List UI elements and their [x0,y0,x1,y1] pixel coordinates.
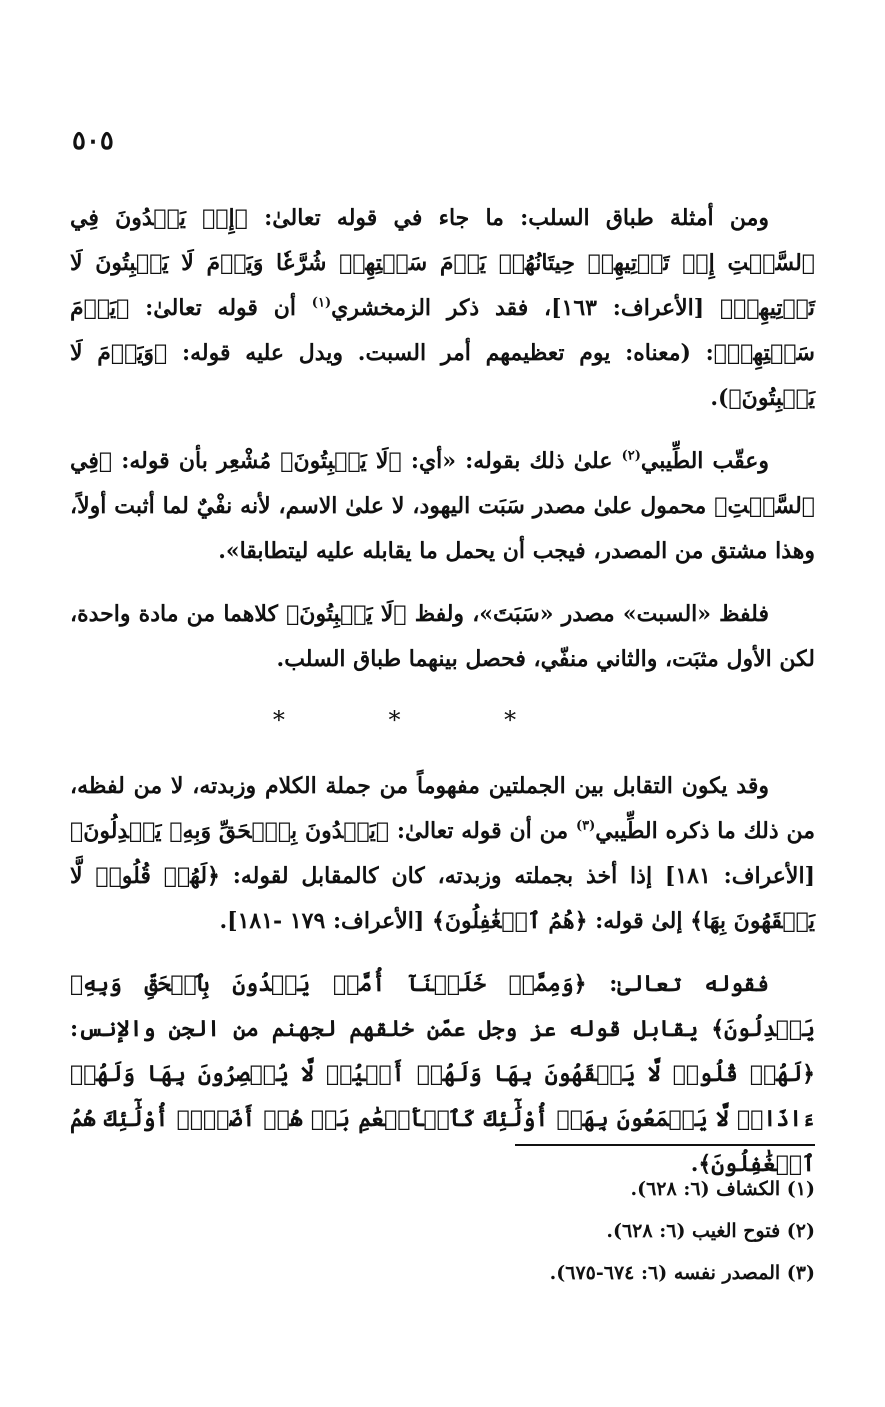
quran-verse: ﴿إِذۡ يَعۡدُونَ فِي ٱلسَّبۡتِ إِذۡ تَأۡتِيهِمۡ حِيتَانُهُمۡ يَوۡمَ سَبۡتِهِمۡ شُرَّعٗا وَيَوۡمَ لَا يَسۡبِتُونَ لَا تَأۡتِيهِمۡ﴾ [70,205,815,321]
text-segment: كلاهما من مادة واحدة، لكن الأول مثبَت، والثاني منفّي، فحصل بينهما طباق السلب. [70,601,815,672]
paragraph [70,764,815,944]
text-segment: علىٰ ذلك بقوله: «أي: [401,448,622,474]
text-segment: : (معناه: يوم تعظيمهم أمر السبت. ويدل عليه قوله: [167,340,714,366]
text-segment: محمول علىٰ مصدر سَبَت اليهود، لا علىٰ الاسم، لأنه نفْيٌ لما أثبت أولاً، وهذا مشتق من المصدر، فيجب أن يحمل ما يقابله عليه ليتطابقا». [70,493,815,564]
text-segment: من أن قوله تعالىٰ: [389,818,576,844]
quran-verse: ﴿لَهُمۡ قُلُوبٞ لَّا يَفۡقَهُونَ بِهَا﴾ [70,863,815,934]
text-segment: [الأعراف: ١٦٣]، فقد ذكر الزمخشري [331,295,720,321]
text-segment: فقوله تعالىٰ: [586,971,769,997]
quran-verse: ﴿فِي ٱلسَّبۡتِ﴾ [70,448,815,519]
text-segment: إلىٰ قوله: [587,908,691,934]
paragraph [70,439,815,574]
quran-verse: ﴿لَا يَسۡبِتُونَ﴾ [280,448,402,474]
quran-verse: ﴿هُمُ ٱلۡغَٰفِلُونَ﴾ [431,908,588,934]
text-segment: يقابل قوله عز وجل عمّن خلقهم لجهنم من الجن والإنس: [70,1016,712,1042]
quran-verse: ﴿وَمِمَّنۡ خَلَقۡنَآ أُمَّةٞ يَهۡدُونَ بِٱلۡحَقِّ وَبِهِۦ يَعۡدِلُونَ﴾ [70,971,815,1042]
footnote-marker: (١) [311,295,332,311]
footnote-marker: (٢) [621,448,641,464]
paragraph [70,592,815,682]
paragraph [70,962,815,1187]
quran-verse: ﴿وَيَوۡمَ لَا يَسۡبِتُونَ﴾ [70,340,815,411]
quran-verse: ﴿لَهُمۡ قُلُوبٞ لَّا يَفۡقَهُونَ بِهَا وَلَهُمۡ أَعۡيُنٞ لَّا يُبۡصِرُونَ بِهَا وَلَهُمۡ ءَاذَانٞ لَّا يَسۡمَعُونَ بِهَآۚ أُوْلَٰٓئِكَ كَٱلۡأَنۡعَٰمِ بَلۡ هُمۡ أَضَلُّۚ أُوْلَٰٓئِكَ هُمُ ٱلۡغَٰفِلُونَ﴾ [70,1061,815,1177]
text-segment: مُشْعِر بأن قوله: [112,448,281,474]
text-segment: . [690,1151,699,1177]
paragraphs-section-1 [70,196,815,682]
section-separator: * * * [272,706,565,734]
main-text [70,196,815,1205]
quran-verse: ﴿يَوۡمَ سَبۡتِهِمۡ﴾ [70,295,815,366]
text-segment: أن قوله تعالىٰ: [129,295,312,321]
paragraphs-section-2 [70,764,815,1187]
quran-verse: ﴿يَهۡدُونَ بِٱلۡحَقِّ وَبِهِۦ يَعۡدِلُونَ﴾ [70,818,390,844]
text-segment: ). [710,385,729,411]
footnote-3: (٣) المصدر نفسه (٦: ٦٧٤-٦٧٥). [549,1262,815,1284]
quran-verse: ﴿لَا يَسۡبِتُونَ﴾ [286,601,407,627]
page-number: ٥٠٥ [72,126,114,156]
footnote-2: (٢) فتوح الغيب (٦: ٦٢٨). [606,1220,815,1242]
text-segment: [الأعراف: ١٧٩ -١٨١]. [219,908,432,934]
text-segment: فلفظ «السبت» مصدر «سَبَتَ»، ولفظ [406,601,769,627]
text-segment: وعقّب الطِّيبي [640,448,770,474]
footnote-rule [515,1144,815,1146]
footnotes [70,1168,815,1294]
text-segment: وقد يكون التقابل بين الجملتين مفهوماً من جملة الكلام وزبدته، لا من لفظه، من ذلك ما ذكره الطِّيبي [70,773,816,844]
text-segment: ومن أمثلة طباق السلب: ما جاء في قوله تعالىٰ: [247,205,769,231]
paragraph [70,196,815,421]
footnote-marker: (٣) [575,818,596,834]
text-segment: [الأعراف: ١٨١] إذا أخذ بجملته وزبدته، كان كالمقابل لقوله: [219,863,815,889]
footnote-1: (١) الكشاف (٦: ٦٢٨). [630,1178,815,1200]
